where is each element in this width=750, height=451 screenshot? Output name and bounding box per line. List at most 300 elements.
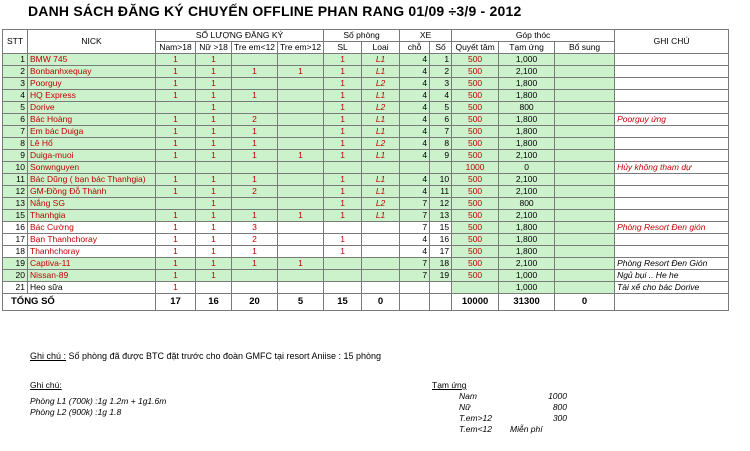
row-tre-gt <box>278 102 324 114</box>
row-tre-gt <box>278 282 324 294</box>
table-row <box>3 234 729 246</box>
row-tre-gt <box>278 222 324 234</box>
row-tre-gt: 1 <box>278 66 324 78</box>
row-quyet-tam: 500 <box>452 114 499 126</box>
row-so: 4 <box>430 90 452 102</box>
row-loai: L2 <box>362 78 400 90</box>
row-cho: 4 <box>400 126 430 138</box>
row-so: 8 <box>430 138 452 150</box>
room-l1-note: Phòng L1 (700k) :1g 1.2m + 1g1.6m <box>30 396 167 406</box>
row-loai <box>362 246 400 258</box>
row-quyet-tam: 500 <box>452 186 499 198</box>
row-ghi-chu: Phòng Resort Đen Gión <box>615 258 729 270</box>
row-bo-sung <box>555 282 615 294</box>
header-nam: Nam>18 <box>156 42 196 54</box>
total-cho <box>400 294 430 311</box>
row-tam-ung: 2,100 <box>499 186 555 198</box>
row-nam: 1 <box>156 246 196 258</box>
row-sl <box>324 162 362 174</box>
row-sl: 1 <box>324 90 362 102</box>
row-tre-gt <box>278 162 324 174</box>
total-tam-ung: 31300 <box>499 294 555 311</box>
row-nu: 1 <box>196 138 232 150</box>
row-bo-sung <box>555 54 615 66</box>
row-stt: 20 <box>3 270 28 282</box>
row-tre-gt <box>278 174 324 186</box>
advance-list <box>432 391 612 435</box>
table-row <box>3 102 729 114</box>
row-so: 3 <box>430 78 452 90</box>
row-sl: 1 <box>324 66 362 78</box>
header-nu: Nữ >18 <box>196 42 232 54</box>
row-nu: 1 <box>196 174 232 186</box>
row-ghi-chu <box>615 90 729 102</box>
row-ghi-chu <box>615 174 729 186</box>
row-nick: Thanhchoray <box>28 246 156 258</box>
row-nick: Bác Cường <box>28 222 156 234</box>
row-so <box>430 162 452 174</box>
row-nu: 1 <box>196 186 232 198</box>
row-stt: 16 <box>3 222 28 234</box>
row-nam: 1 <box>156 186 196 198</box>
total-row <box>3 294 729 311</box>
advance-item <box>432 413 612 424</box>
row-stt: 10 <box>3 162 28 174</box>
row-tam-ung: 1,000 <box>499 54 555 66</box>
total-tre-lt: 20 <box>232 294 278 311</box>
row-nu: 1 <box>196 78 232 90</box>
row-bo-sung <box>555 186 615 198</box>
table-row <box>3 162 729 174</box>
row-sl: 1 <box>324 234 362 246</box>
header-ghi-chu: GHI CHÚ <box>615 30 729 54</box>
row-sl <box>324 270 362 282</box>
row-stt: 13 <box>3 198 28 210</box>
advance-item-extra: Miễn phí <box>510 424 543 434</box>
row-loai <box>362 282 400 294</box>
row-tre-gt <box>278 114 324 126</box>
row-sl: 1 <box>324 210 362 222</box>
row-nu: 1 <box>196 90 232 102</box>
row-nu: 1 <box>196 126 232 138</box>
row-nam <box>156 162 196 174</box>
row-ghi-chu: Poorguy ứng <box>615 114 729 126</box>
table-row <box>3 138 729 150</box>
advance-label: Tạm ứng <box>432 380 467 390</box>
row-loai: L1 <box>362 150 400 162</box>
header-so: Số <box>430 42 452 54</box>
row-quyet-tam: 500 <box>452 270 499 282</box>
row-ghi-chu <box>615 246 729 258</box>
row-tre-lt <box>232 102 278 114</box>
header-stt: STT <box>3 30 28 54</box>
row-bo-sung <box>555 126 615 138</box>
row-tam-ung: 2,100 <box>499 210 555 222</box>
row-nu: 1 <box>196 234 232 246</box>
advance-item-value: 300 <box>552 413 567 423</box>
row-tam-ung: 1,800 <box>499 138 555 150</box>
row-stt: 18 <box>3 246 28 258</box>
row-nick: HQ Express <box>28 90 156 102</box>
room-type-note-label: Ghi chú: <box>30 380 62 390</box>
table-row <box>3 114 729 126</box>
header-so-phong: Số phòng <box>324 30 400 42</box>
row-cho: 4 <box>400 102 430 114</box>
table-row <box>3 282 729 294</box>
row-tre-lt: 1 <box>232 258 278 270</box>
row-sl <box>324 258 362 270</box>
header-quyet-tam: Quyết tâm <box>452 42 499 54</box>
room-type-note <box>30 380 166 418</box>
row-tre-gt <box>278 90 324 102</box>
row-loai: L1 <box>362 66 400 78</box>
table-row <box>3 246 729 258</box>
row-tre-gt: 1 <box>278 258 324 270</box>
row-loai: L2 <box>362 102 400 114</box>
row-tam-ung: 1,800 <box>499 234 555 246</box>
row-nick: Sonwnguyen <box>28 162 156 174</box>
row-ghi-chu <box>615 66 729 78</box>
row-so: 16 <box>430 234 452 246</box>
row-bo-sung <box>555 246 615 258</box>
row-ghi-chu <box>615 138 729 150</box>
row-nick: Bonbanhxequay <box>28 66 156 78</box>
row-stt: 6 <box>3 114 28 126</box>
row-sl: 1 <box>324 138 362 150</box>
row-nam: 1 <box>156 258 196 270</box>
row-bo-sung <box>555 162 615 174</box>
row-stt: 4 <box>3 90 28 102</box>
row-cho: 4 <box>400 138 430 150</box>
row-so: 12 <box>430 198 452 210</box>
row-tre-gt <box>278 138 324 150</box>
row-sl: 1 <box>324 126 362 138</box>
row-cho: 4 <box>400 174 430 186</box>
row-nu: 1 <box>196 102 232 114</box>
row-tre-gt <box>278 234 324 246</box>
row-stt: 17 <box>3 234 28 246</box>
total-nam: 17 <box>156 294 196 311</box>
row-stt: 9 <box>3 150 28 162</box>
row-nam: 1 <box>156 222 196 234</box>
row-nu: 1 <box>196 54 232 66</box>
row-nam: 1 <box>156 270 196 282</box>
total-loai: 0 <box>362 294 400 311</box>
row-cho: 4 <box>400 150 430 162</box>
row-nick: Lê Hổ <box>28 138 156 150</box>
row-nu: 1 <box>196 114 232 126</box>
row-nu: 1 <box>196 222 232 234</box>
row-so: 15 <box>430 222 452 234</box>
row-ghi-chu <box>615 78 729 90</box>
advance-item-name: Nữ <box>459 402 471 412</box>
total-bo-sung: 0 <box>555 294 615 311</box>
row-quyet-tam: 500 <box>452 210 499 222</box>
room-l2-note: Phòng L2 (900k) :1g 1.8 <box>30 407 122 417</box>
row-so: 6 <box>430 114 452 126</box>
total-ghi-chu <box>615 294 729 311</box>
row-cho: 4 <box>400 66 430 78</box>
row-tam-ung: 1,800 <box>499 126 555 138</box>
row-tam-ung: 800 <box>499 102 555 114</box>
row-ghi-chu <box>615 102 729 114</box>
row-nick: Captiva-11 <box>28 258 156 270</box>
row-nam: 1 <box>156 66 196 78</box>
row-ghi-chu <box>615 198 729 210</box>
row-loai: L1 <box>362 174 400 186</box>
row-cho: 7 <box>400 258 430 270</box>
row-cho: 7 <box>400 222 430 234</box>
row-tre-lt: 2 <box>232 114 278 126</box>
total-sl: 15 <box>324 294 362 311</box>
row-so: 1 <box>430 54 452 66</box>
room-note-label: Ghi chú : <box>30 351 67 361</box>
row-quyet-tam: 500 <box>452 198 499 210</box>
row-tam-ung: 2,100 <box>499 150 555 162</box>
row-tre-lt: 3 <box>232 222 278 234</box>
row-nam: 1 <box>156 138 196 150</box>
row-quyet-tam: 500 <box>452 222 499 234</box>
row-nam: 1 <box>156 90 196 102</box>
row-sl: 1 <box>324 246 362 258</box>
row-tam-ung: 1,800 <box>499 78 555 90</box>
row-tre-gt <box>278 186 324 198</box>
row-quyet-tam: 500 <box>452 246 499 258</box>
table-body <box>3 54 729 294</box>
row-stt: 7 <box>3 126 28 138</box>
advance-item <box>432 391 612 402</box>
header-cho: chỗ <box>400 42 430 54</box>
row-so: 9 <box>430 150 452 162</box>
total-tre-gt: 5 <box>278 294 324 311</box>
row-nam: 1 <box>156 114 196 126</box>
row-nu: 1 <box>196 198 232 210</box>
table-row <box>3 258 729 270</box>
row-nick: GM-Đồng Đỗ Thành <box>28 186 156 198</box>
row-tre-lt: 1 <box>232 150 278 162</box>
row-sl: 1 <box>324 198 362 210</box>
table-row <box>3 270 729 282</box>
row-nu: 1 <box>196 258 232 270</box>
header-tre-gt: Tre em>12 <box>278 42 324 54</box>
row-nam: 1 <box>156 174 196 186</box>
row-sl: 1 <box>324 102 362 114</box>
row-nick: Bác Hoàng <box>28 114 156 126</box>
advance-item-name: T.em>12 <box>459 413 492 423</box>
row-nick: Poorguy <box>28 78 156 90</box>
row-loai: L2 <box>362 138 400 150</box>
row-ghi-chu: Phòng Resort Đen gión <box>615 222 729 234</box>
row-nam: 1 <box>156 210 196 222</box>
row-sl: 1 <box>324 186 362 198</box>
room-note <box>30 351 381 361</box>
row-bo-sung <box>555 234 615 246</box>
row-nu: 1 <box>196 150 232 162</box>
row-tre-lt <box>232 78 278 90</box>
row-stt: 19 <box>3 258 28 270</box>
row-so <box>430 282 452 294</box>
row-bo-sung <box>555 258 615 270</box>
row-so: 2 <box>430 66 452 78</box>
row-loai <box>362 162 400 174</box>
row-bo-sung <box>555 102 615 114</box>
row-sl <box>324 282 362 294</box>
row-tre-gt <box>278 78 324 90</box>
row-bo-sung <box>555 78 615 90</box>
advance-item-value: 1000 <box>548 391 567 401</box>
row-stt: 1 <box>3 54 28 66</box>
row-nick: Em bác Duiga <box>28 126 156 138</box>
row-loai: L1 <box>362 186 400 198</box>
row-ghi-chu <box>615 234 729 246</box>
row-loai: L1 <box>362 54 400 66</box>
row-cho: 4 <box>400 246 430 258</box>
row-stt: 2 <box>3 66 28 78</box>
advance-item-value: 800 <box>552 402 567 412</box>
header-sl: SL <box>324 42 362 54</box>
row-tam-ung: 1,800 <box>499 90 555 102</box>
row-nam: 1 <box>156 150 196 162</box>
row-tre-gt <box>278 246 324 258</box>
row-tam-ung: 2,100 <box>499 174 555 186</box>
row-nu <box>196 162 232 174</box>
row-nam <box>156 102 196 114</box>
row-bo-sung <box>555 198 615 210</box>
row-cho: 4 <box>400 54 430 66</box>
row-tre-lt: 2 <box>232 186 278 198</box>
table-row <box>3 90 729 102</box>
table-row <box>3 66 729 78</box>
row-quyet-tam <box>452 282 499 294</box>
row-bo-sung <box>555 138 615 150</box>
total-label: TỔNG SỐ <box>3 294 156 311</box>
row-so: 19 <box>430 270 452 282</box>
row-nick: Thanhgia <box>28 210 156 222</box>
header-tam-ung: Tạm ứng <box>499 42 555 54</box>
row-quyet-tam: 1000 <box>452 162 499 174</box>
row-nick: Dorive <box>28 102 156 114</box>
table-row <box>3 126 729 138</box>
row-tre-lt: 1 <box>232 246 278 258</box>
row-ghi-chu <box>615 54 729 66</box>
table-row <box>3 210 729 222</box>
advance-item <box>432 402 612 413</box>
row-ghi-chu <box>615 150 729 162</box>
row-loai <box>362 270 400 282</box>
row-ghi-chu: Tài xế cho bác Dorive <box>615 282 729 294</box>
row-tre-lt <box>232 270 278 282</box>
row-tre-lt <box>232 198 278 210</box>
row-tam-ung: 0 <box>499 162 555 174</box>
row-cho: 7 <box>400 198 430 210</box>
row-loai: L1 <box>362 210 400 222</box>
row-ghi-chu <box>615 126 729 138</box>
row-so: 11 <box>430 186 452 198</box>
registration-table <box>2 29 729 311</box>
row-sl: 1 <box>324 150 362 162</box>
row-tam-ung: 1,800 <box>499 246 555 258</box>
header-bo-sung: Bổ sung <box>555 42 615 54</box>
row-tre-gt <box>278 270 324 282</box>
row-quyet-tam: 500 <box>452 126 499 138</box>
row-bo-sung <box>555 90 615 102</box>
row-bo-sung <box>555 150 615 162</box>
table-row <box>3 222 729 234</box>
row-loai: L1 <box>362 126 400 138</box>
row-stt: 12 <box>3 186 28 198</box>
row-sl: 1 <box>324 114 362 126</box>
row-nick: Heo sữa <box>28 282 156 294</box>
row-nu: 1 <box>196 210 232 222</box>
row-stt: 21 <box>3 282 28 294</box>
row-so: 7 <box>430 126 452 138</box>
row-loai <box>362 222 400 234</box>
row-ghi-chu: Hủy không tham dự <box>615 162 729 174</box>
row-quyet-tam: 500 <box>452 258 499 270</box>
row-stt: 15 <box>3 210 28 222</box>
row-nu: 1 <box>196 66 232 78</box>
row-so: 10 <box>430 174 452 186</box>
row-nu: 1 <box>196 270 232 282</box>
row-nam: 1 <box>156 126 196 138</box>
table-row <box>3 54 729 66</box>
row-tam-ung: 2,100 <box>499 258 555 270</box>
row-nick: Nissan-89 <box>28 270 156 282</box>
row-tre-gt: 1 <box>278 210 324 222</box>
room-note-text: Số phòng đã được BTC đặt trước cho đoàn GMFC tại resort Aniise : 15 phòng <box>66 351 382 361</box>
row-tre-gt <box>278 198 324 210</box>
row-sl: 1 <box>324 78 362 90</box>
row-bo-sung <box>555 114 615 126</box>
row-nam: 1 <box>156 54 196 66</box>
row-cho <box>400 282 430 294</box>
row-quyet-tam: 500 <box>452 78 499 90</box>
table-row <box>3 186 729 198</box>
row-cho: 7 <box>400 270 430 282</box>
row-cho <box>400 162 430 174</box>
row-so: 5 <box>430 102 452 114</box>
header-xe: XE <box>400 30 452 42</box>
row-tre-lt: 1 <box>232 90 278 102</box>
row-nick: BMW 745 <box>28 54 156 66</box>
row-quyet-tam: 500 <box>452 102 499 114</box>
row-nick: Bạn Thanhchoray <box>28 234 156 246</box>
row-bo-sung <box>555 66 615 78</box>
row-quyet-tam: 500 <box>452 90 499 102</box>
table-row <box>3 78 729 90</box>
row-nam <box>156 198 196 210</box>
row-cho: 7 <box>400 210 430 222</box>
row-quyet-tam: 500 <box>452 54 499 66</box>
row-cho: 4 <box>400 114 430 126</box>
row-tre-gt <box>278 54 324 66</box>
row-loai <box>362 234 400 246</box>
row-tam-ung: 1,000 <box>499 282 555 294</box>
row-nick: Bác Dũng ( bạn bác Thanhgia) <box>28 174 156 186</box>
row-tre-lt <box>232 54 278 66</box>
page-title: DANH SÁCH ĐĂNG KÝ CHUYẾN OFFLINE PHAN RANG 01/09 ÷3/9 - 2012 <box>28 3 522 19</box>
header-gop-thoc: Góp thóc <box>452 30 615 42</box>
header-loai: Loai <box>362 42 400 54</box>
row-cho: 4 <box>400 186 430 198</box>
row-nu <box>196 282 232 294</box>
row-sl: 1 <box>324 174 362 186</box>
row-tre-lt: 1 <box>232 126 278 138</box>
row-nick: Nắng SG <box>28 198 156 210</box>
row-nu: 1 <box>196 246 232 258</box>
row-tam-ung: 800 <box>499 198 555 210</box>
row-tre-lt <box>232 162 278 174</box>
